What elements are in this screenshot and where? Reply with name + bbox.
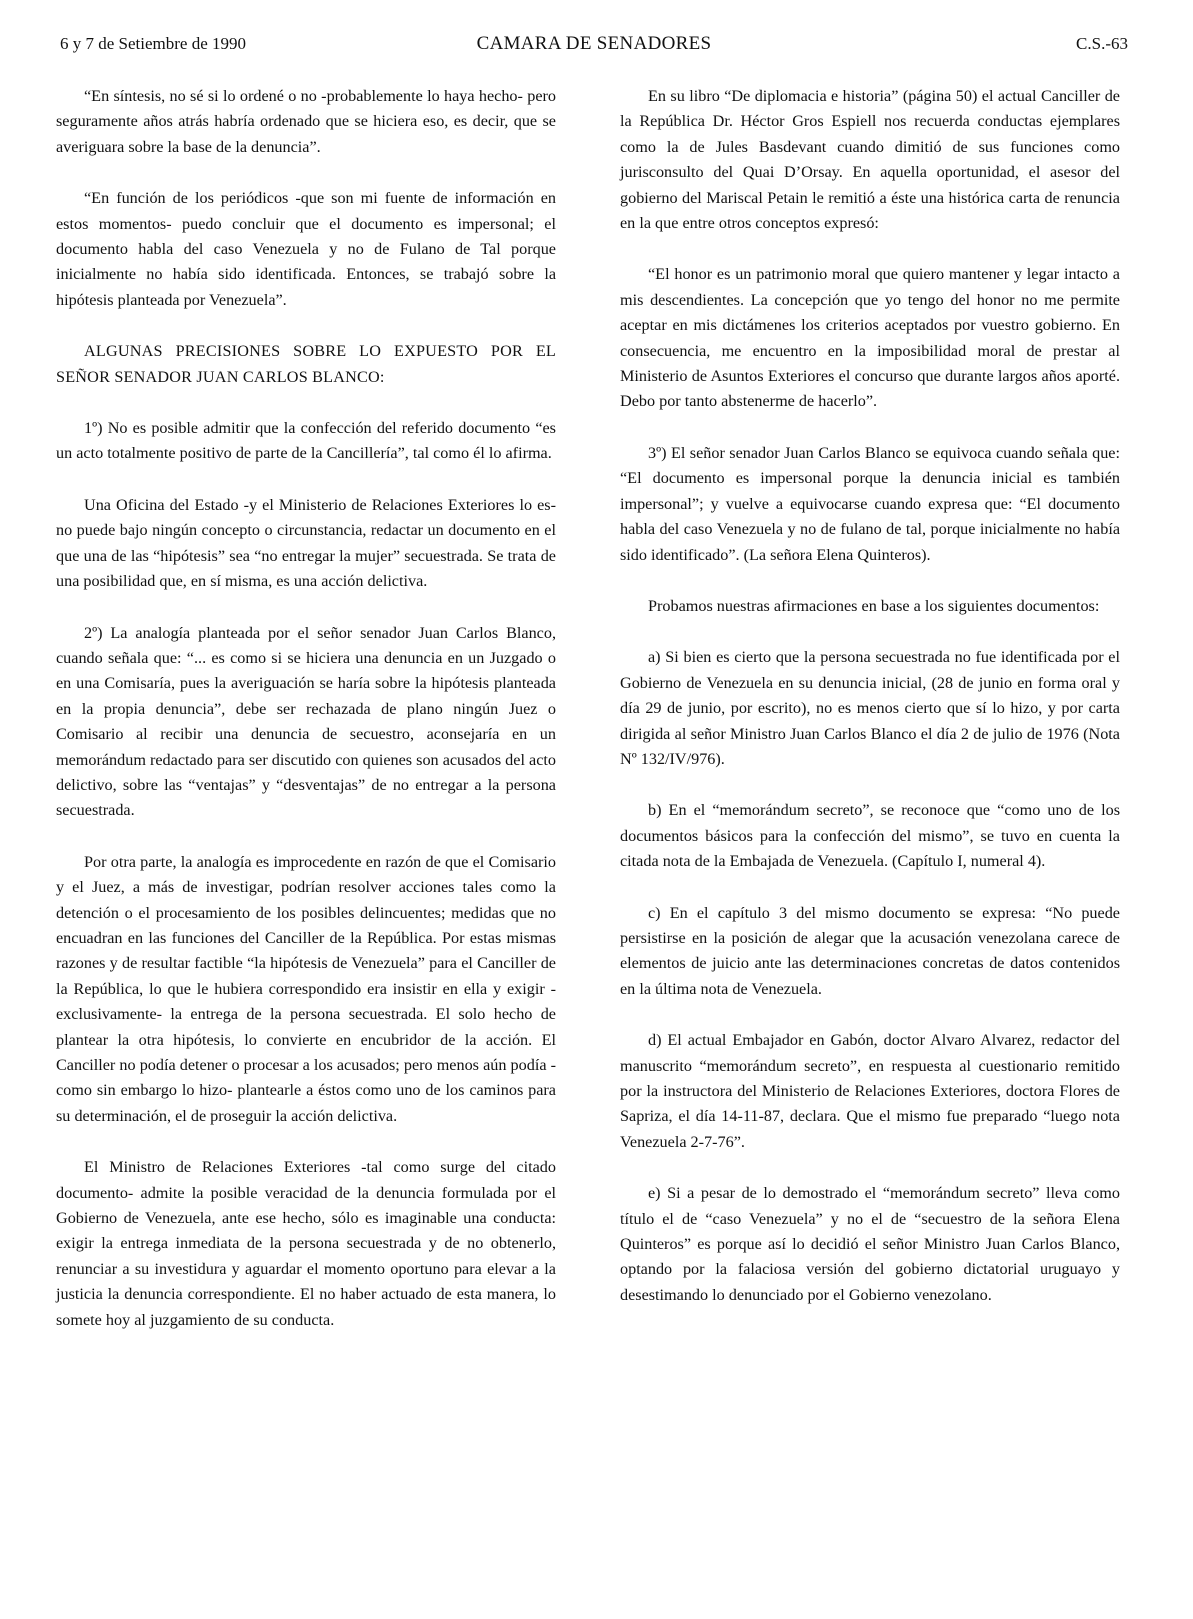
header-date: 6 y 7 de Setiembre de 1990 (60, 34, 247, 53)
paragraph-honor-quote: “El honor es un patrimonio moral que quiero mantener y legar intacto a mis descendientes. La concepción que yo tengo del honor no me permite aceptar en mis dictámenes los criterios aceptados por vuestro gobierno. En consecuencia, me encuentro en la imposibilidad moral de prestar al Ministerio de Asuntos Exteriores el concurso que durante largos años aporté. Debo por tanto abstenerme de hacerlo”. (620, 265, 1120, 411)
paragraph-point-1: 1º) No es posible admitir que la confección del referido documento “es un acto totalmente positivo de parte de la Cancillería”, tal como él lo afirma. (56, 419, 556, 463)
paragraph-quote-synthesis: “En síntesis, no sé si lo ordené o no -probablemente lo haya hecho- pero seguramente años atrás habría ordenado que se hiciera eso, es decir, que se averiguara sobre la base de la denuncia”. (56, 87, 556, 156)
section-heading: ALGUNAS PRECISIONES SOBRE LO EXPUESTO POR EL SEÑOR SENADOR JUAN CARLOS BLANCO: (56, 342, 556, 386)
paragraph-item-b: b) En el “memorándum secreto”, se reconoce que “como uno de los documentos básicos para la confección del mismo”, se tuvo en cuenta la citada nota de la Embajada de Venezuela. (Capítulo I, numeral 4). (620, 801, 1120, 871)
right-column (620, 84, 1120, 1334)
paragraph-quote-newspapers: “En función de los periódicos -que son mi fuente de información en estos momentos- puedo concluir que el documento es impersonal; el documento habla del caso Venezuela y no de Fulano de Tal porque inicialmente no había sido identificada. Entonces, se trabajó sobre la hipótesis planteada por Venezuela”. (56, 189, 556, 309)
paragraph-item-d: d) El actual Embajador en Gabón, doctor Alvaro Alvarez, redactor del manuscrito “memorándum secreto”, en respuesta al cuestionario remitido por la instructora del Ministerio de Relaciones Exteriores, doctora Flores de Sapriza, el día 14-11-87, declara. Que el mismo fue preparado “luego nota Venezuela 2-7-76”. (620, 1031, 1120, 1151)
page-header (60, 34, 1128, 58)
paragraph-item-a: a) Si bien es cierto que la persona secuestrada no fue identificada por el Gobierno de Venezuela en su denuncia inicial, (28 de junio en forma oral y día 29 de junio, por escrito), no es menos cierto que sí lo hizo, y por carta dirigida al señor Ministro Juan Carlos Blanco el día 2 de julio de 1976 (Nota Nº 132/IV/976). (620, 648, 1120, 768)
paragraph-diplomacy-book: En su libro “De diplomacia e historia” (página 50) el actual Canciller de la República Dr. Héctor Gros Espiell nos recuerda conductas ejemplares como la de Jules Basdevant cuando dimitió de sus funciones como jurisconsulto del Quai D’Orsay. En aquella oportunidad, el asesor del gobierno del Mariscal Petain le remitió a éste una histórica carta de renuncia en la que entre otros conceptos expresó: (620, 87, 1120, 233)
paragraph-state-office: Una Oficina del Estado -y el Ministerio de Relaciones Exteriores lo es- no puede bajo ningún concepto o circunstancia, redactar un documento en el que una de las “hipótesis” sea “no entregar la mujer” secuestrada. Se trata de una posibilidad que, en sí misma, es una acción delictiva. (56, 495, 556, 591)
paragraph-proof-intro: Probamos nuestras afirmaciones en base a los siguientes documentos: (648, 596, 1100, 615)
paragraph-point-2: 2º) La analogía planteada por el señor senador Juan Carlos Blanco, cuando señala que: “... es como si se hiciera una denuncia en un Juzgado o en una Comisaría, pues la averiguación se haría sobre la hipótesis planteada en la propia denuncia”, debe ser rechazada de plano ningún Juez o Comisario al recibir una denuncia de secuestro, aconsejaría en un memorándum redactado para ser discutido con quienes son acusados del acto delictivo, sobre las “ventajas” y “desventajas” de no entregar a la persona secuestrada. (56, 623, 556, 820)
left-column (56, 84, 556, 1359)
header-title: CAMARA DE SENADORES (476, 33, 712, 54)
paragraph-point-3: 3º) El señor senador Juan Carlos Blanco se equivoca cuando señala que: “El documento es impersonal porque la denuncia inicial es también impersonal”; y vuelve a equivocarse cuando expresa que: “El documento habla del caso Venezuela y no de fulano de tal, porque inicialmente no había sido identificado”. (La señora Elena Quinteros). (620, 443, 1120, 564)
paragraph-item-e: e) Si a pesar de lo demostrado el “memorándum secreto” lleva como título el de “caso Venezuela” y no el de “secuestro de la señora Elena Quinteros” es porque así lo decidió el señor Ministro Juan Carlos Blanco, optando por la falaciosa versión del gobierno dictatorial uruguayo y desestimando lo denunciado por el Gobierno venezolano. (620, 1184, 1120, 1304)
paragraph-minister-conduct: El Ministro de Relaciones Exteriores -tal como surge del citado documento- admite la posible veracidad de la denuncia formulada por el Gobierno de Venezuela, ante ese hecho, sólo es imaginable una conducta: exigir la entrega inmediata de la persona secuestrada y de no obtenerlo, renunciar a su investidura y aguardar el momento oportuno para elevar a la justicia la denuncia correspondiente. El no haber actuado de esta manera, lo somete hoy al juzgamiento de su conducta. (56, 1158, 556, 1329)
paragraph-item-c: c) En el capítulo 3 del mismo documento se expresa: “No puede persistirse en la posición de alegar que la acusación venezolana carece de elementos de juicio ante las determinaciones concretas de datos contenidos en la última nota de Venezuela. (620, 903, 1120, 998)
paragraph-analogy: Por otra parte, la analogía es improcedente en razón de que el Comisario y el Juez, a más de investigar, podrían resolver acciones tales como la detención o el procesamiento de los posibles delincuentes; medidas que no encuadran en las funciones del Canciller de la República. Por estas mismas razones y de resultar factible “la hipótesis de Venezuela” para el Canciller de la República, lo que le hubiera correspondido era insistir en ella y exigir -exclusivamente- la entrega de la persona secuestrada. El solo hecho de plantear la otra hipótesis, lo convierte en encubridor de la acción. El Canciller no podía detener o procesar a los acusados; pero menos aún podía -como sin embargo lo hizo- plantearle a éstos como uno de los caminos para su determinación, el de proseguir la acción delictiva. (56, 852, 556, 1125)
header-page-number: C.S.-63 (1076, 34, 1128, 53)
